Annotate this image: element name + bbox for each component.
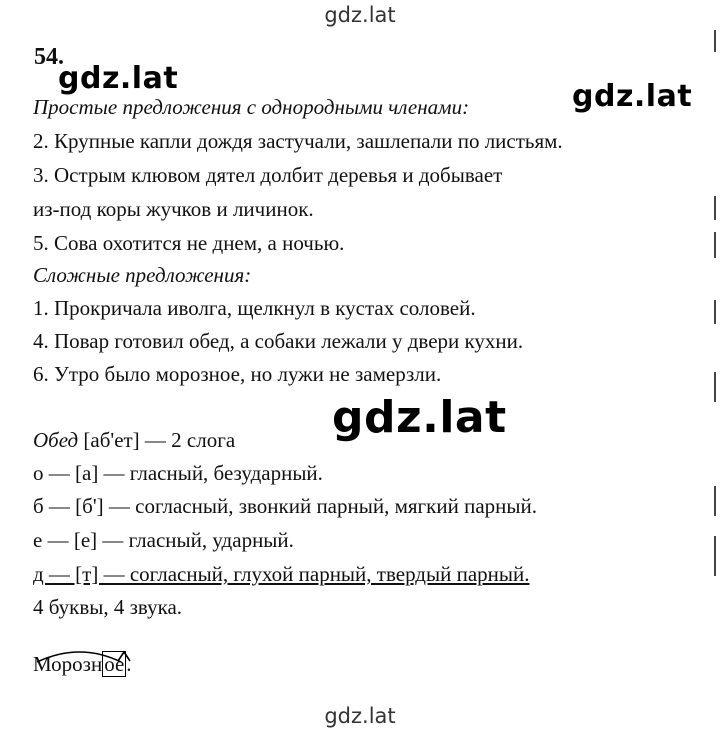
page-edge-mark xyxy=(714,30,716,52)
complex-sentence-4: 4. Повар готовил обед, а собаки лежали у двери кухни. xyxy=(33,329,524,353)
page-edge-mark xyxy=(714,300,716,324)
phonetic-word: Обед xyxy=(33,428,79,452)
simple-sentence-3-cont: из-под коры жучков и личинок. xyxy=(33,197,314,221)
simple-sentence-2: 2. Крупные капли дождя застучали, зашлепали по листьям. xyxy=(33,129,563,153)
page-edge-mark xyxy=(714,486,716,516)
watermark-center: gdz.lat xyxy=(332,392,507,443)
watermark-right: gdz.lat xyxy=(572,79,693,114)
exercise-number: 54. xyxy=(34,44,64,70)
phonetic-line-d: д — [т] — согласный, глухой парный, твердый парный. xyxy=(33,562,530,586)
morpheme-root: Мороз xyxy=(33,652,91,676)
simple-sentence-5: 5. Сова охотится не днем, а ночью. xyxy=(33,231,345,255)
watermark-bottom: gdz.lat xyxy=(324,704,396,728)
phonetic-summary: 4 буквы, 4 звука. xyxy=(33,595,183,619)
page-edge-mark xyxy=(714,232,716,258)
morpheme-suffix: н xyxy=(90,652,103,676)
morpheme-period: . xyxy=(126,652,132,676)
root-arc-mark xyxy=(35,648,125,664)
heading-simple-sentences: Простые предложения с однородными членами: xyxy=(33,95,470,119)
complex-sentence-6: 6. Утро было морозное, но лужи не замерзли. xyxy=(33,362,442,386)
watermark-top: gdz.lat xyxy=(324,3,396,27)
phonetic-transcription: [аб'ет] — 2 слога xyxy=(78,428,236,452)
suffix-hat-mark xyxy=(117,650,131,662)
phonetic-line-b: б — [б'] — согласный, звонкий парный, мягкий парный. xyxy=(33,494,537,518)
phonetic-line-e: е — [е] — гласный, ударный. xyxy=(33,528,294,552)
page-edge-mark xyxy=(714,536,716,576)
phonetic-line-o: о — [а] — гласный, безударный. xyxy=(33,461,323,485)
page-edge-mark xyxy=(714,372,716,402)
morpheme-ending: ое xyxy=(104,652,125,676)
complex-sentence-1: 1. Прокричала иволга, щелкнул в кустах соловей. xyxy=(33,296,476,320)
phonetic-header xyxy=(33,428,235,453)
watermark-left: gdz.lat xyxy=(58,61,179,96)
heading-complex-sentences: Сложные предложения: xyxy=(33,263,252,287)
page-edge-mark xyxy=(714,196,716,220)
simple-sentence-3: 3. Острым клювом дятел долбит деревья и добывает xyxy=(33,163,503,187)
